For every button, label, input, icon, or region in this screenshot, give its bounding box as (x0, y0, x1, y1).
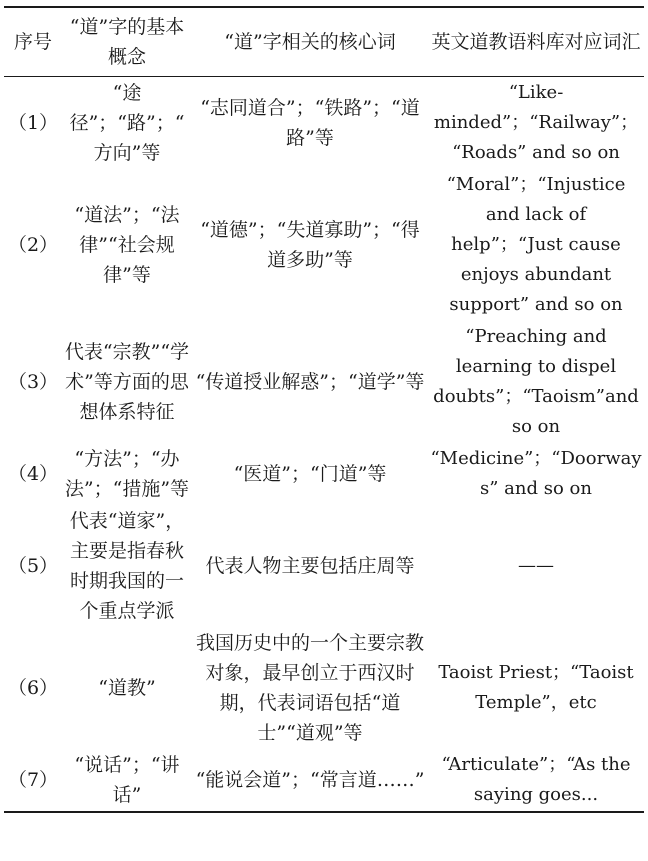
header-english-corpus: 英文道教语料库对应词汇 (431, 31, 641, 53)
table-row (4, 443, 644, 505)
row-english: —— (518, 555, 554, 576)
table-row (4, 169, 644, 321)
header-basic-concept: “道”字的基本概念 (69, 16, 185, 68)
row-concept: “途径”；“路”；“方向”等 (69, 82, 185, 164)
row-concept: “道法”；“法律”“社会规律”等 (74, 204, 180, 286)
table-body (4, 77, 644, 813)
row-english: “Like-minded”；“Railway”；“Roads” and so on (433, 82, 639, 163)
row-english: “Medicine”；“Doorways” and so on (430, 448, 642, 499)
row-number: （1） (7, 112, 59, 134)
header-row (4, 7, 644, 77)
table-row (4, 627, 644, 749)
row-concept: 代表“宗教”“学术”等方面的思想体系特征 (64, 341, 190, 423)
table-row (4, 321, 644, 443)
row-concept: 代表“道家”，主要是指春秋时期我国的一个重点学派 (69, 510, 185, 622)
row-number: （6） (7, 677, 59, 699)
row-number: （7） (7, 769, 59, 791)
row-core-words: “传道授业解惑”；“道学”等 (195, 371, 425, 393)
row-core-words: “志同道合”；“铁路”；“道路”等 (200, 97, 420, 149)
table-row (4, 505, 644, 627)
row-english: “Articulate”；“As the saying goes... (441, 754, 631, 805)
row-english: “Preaching and learning to dispel doubts”；“Taoism”and so on (433, 326, 639, 437)
table-row (4, 77, 644, 170)
row-core-words: “能说会道”；“常言道……” (195, 769, 425, 791)
row-english: “Moral”；“Injustice and lack of help”；“Just cause enjoys abundant support” and so on (446, 174, 626, 315)
table-row (4, 749, 644, 812)
row-concept: “方法”；“办法”；“措施”等 (64, 448, 190, 500)
row-core-words: 代表人物主要包括庄周等 (205, 555, 415, 577)
table-header (4, 7, 644, 77)
row-core-words: “道德”；“失道寡助”；“得道多助”等 (200, 219, 420, 271)
row-number: （5） (7, 555, 59, 577)
header-number: 序号 (13, 31, 52, 53)
row-concept: “说话”；“讲话” (74, 754, 180, 806)
row-core-words: “医道”；“门道”等 (233, 463, 387, 485)
row-core-words: 我国历史中的一个主要宗教对象，最早创立于西汉时期，代表词语包括“道士”“道观”等 (195, 632, 424, 744)
row-english: Taoist Priest；“Taoist Temple”，etc (438, 662, 634, 713)
header-core-words: “道”字相关的核心词 (224, 31, 396, 53)
row-concept: “道教” (98, 677, 156, 699)
row-number: （3） (7, 371, 59, 393)
dao-concept-table (4, 6, 644, 813)
row-number: （2） (7, 234, 59, 256)
row-number: （4） (7, 463, 59, 485)
